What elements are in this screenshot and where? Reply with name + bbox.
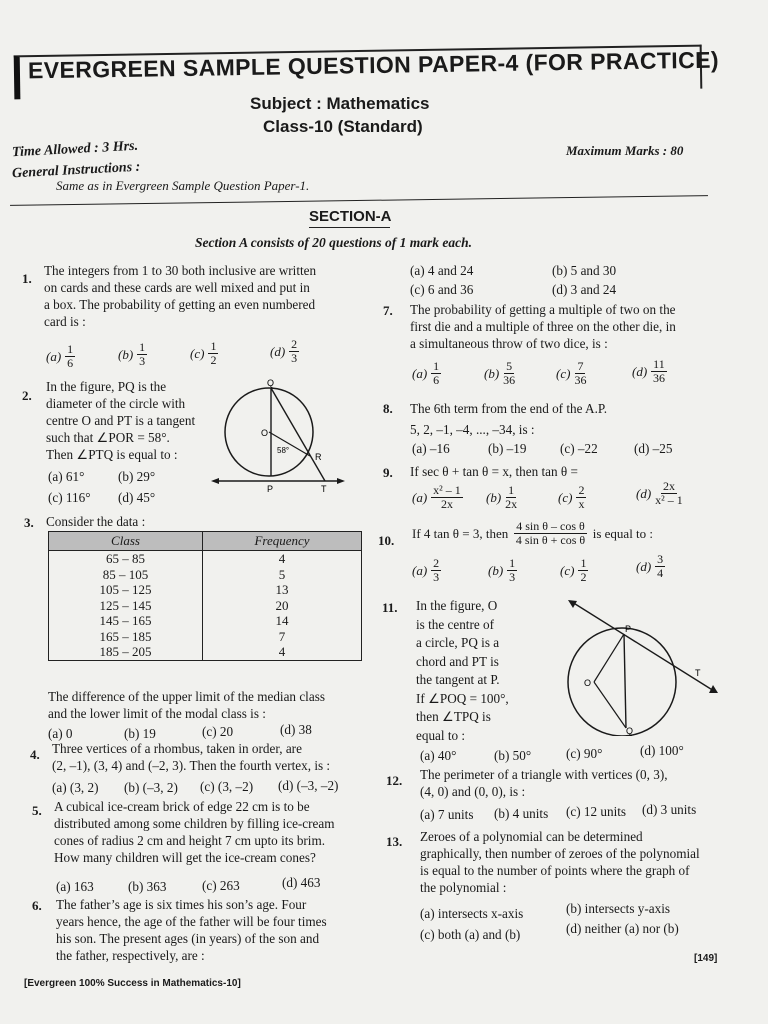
label-p: P bbox=[267, 484, 274, 494]
text-line: is the centre of bbox=[416, 616, 494, 632]
question-9-text: If sec θ + tan θ = x, then tan θ = bbox=[410, 464, 578, 479]
option-a: (a) –16 bbox=[412, 441, 450, 456]
class-heading: Class-10 (Standard) bbox=[263, 117, 423, 136]
option-d: (d) 100° bbox=[640, 743, 684, 758]
text-line: chord and PT is bbox=[416, 653, 499, 669]
question-8-line-1: The 6th term from the end of the A.P. bbox=[410, 401, 608, 416]
option-a: (a) 7 units bbox=[420, 807, 474, 822]
class-cell: 125 – 145 bbox=[49, 598, 203, 614]
frequency-table-wrap bbox=[48, 531, 362, 661]
arrow-left bbox=[211, 478, 219, 484]
question-number: 2. bbox=[22, 388, 32, 403]
text-line: The integers from 1 to 30 both inclusive are written bbox=[44, 263, 317, 278]
option-c: (c) $\frac{1}{2}$ bbox=[560, 556, 587, 584]
frequency-cell: 4 bbox=[203, 551, 362, 567]
option-a: (a) $\frac{1}{6}$ bbox=[412, 359, 440, 387]
general-instructions-text: Same as in Evergreen Sample Question Paper-1. bbox=[56, 178, 310, 193]
question-2-text bbox=[46, 378, 195, 463]
text-line: and the lower limit of the modal class is : bbox=[48, 706, 266, 721]
option-c: (c) 20 bbox=[202, 724, 234, 739]
text-line: a box. The probability of getting an even numbered bbox=[44, 297, 316, 312]
question-12-text bbox=[420, 766, 668, 800]
table-row bbox=[49, 629, 362, 645]
option-c: (c) 90° bbox=[566, 746, 603, 761]
option-d: (d) 38 bbox=[280, 722, 312, 737]
label-t: T bbox=[321, 484, 327, 494]
question-11-text bbox=[416, 597, 509, 745]
table-row bbox=[49, 613, 362, 629]
option-d: (d) (–3, –2) bbox=[278, 778, 339, 793]
option-c: (c) 263 bbox=[202, 878, 240, 893]
header-divider bbox=[10, 195, 708, 206]
option-a: (a) intersects x-axis bbox=[420, 906, 524, 921]
option-b: (b) 50° bbox=[494, 748, 532, 763]
option-a: (a) 0 bbox=[48, 726, 73, 741]
label-r: R bbox=[315, 452, 322, 462]
question-number: 9. bbox=[383, 465, 393, 480]
text-line: (4, 0) and (0, 0), is : bbox=[420, 784, 526, 799]
time-allowed: Time Allowed : 3 Hrs. bbox=[11, 138, 139, 161]
text-line: The difference of the upper limit of the median class bbox=[48, 689, 325, 704]
label-angle: 58° bbox=[277, 446, 290, 455]
table-row bbox=[49, 644, 362, 660]
chord-pq bbox=[624, 634, 626, 728]
question-4-text bbox=[52, 740, 330, 774]
option-b: (b) –19 bbox=[488, 441, 527, 456]
text-line: a simultaneous throw of two dice, is : bbox=[410, 336, 608, 351]
option-a: (a) $\frac{2}{3}$ bbox=[412, 556, 440, 584]
question-number: 6. bbox=[32, 898, 42, 913]
text-line: The father’s age is six times his son’s age. Four bbox=[56, 897, 307, 912]
option-d: (d) 463 bbox=[282, 875, 321, 890]
option-d: (d) 45° bbox=[118, 490, 156, 505]
option-d: (d) $\frac{3}{4}$ bbox=[636, 552, 664, 580]
option-b: (b) 19 bbox=[124, 726, 156, 741]
text-line: equal to : bbox=[416, 727, 466, 743]
text-line: first die and a multiple of three on the other die, in bbox=[410, 319, 676, 334]
option-d: (d) 3 units bbox=[642, 802, 697, 817]
option-b: (b) 29° bbox=[118, 469, 156, 484]
text-line: the polynomial : bbox=[420, 880, 507, 895]
frequency-table bbox=[48, 531, 362, 661]
text-line: a circle, PQ is a bbox=[416, 635, 500, 650]
text-part: is equal to : bbox=[592, 525, 654, 541]
table-row bbox=[49, 582, 362, 598]
question-10-text bbox=[412, 520, 653, 547]
table-header-frequency: Frequency bbox=[203, 532, 362, 551]
question-3-after bbox=[48, 688, 325, 722]
text-line: Three vertices of a rhombus, taken in order, are bbox=[52, 741, 302, 756]
page-number: [149] bbox=[694, 953, 718, 964]
option-b: (b) intersects y-axis bbox=[566, 901, 670, 916]
text-line: his son. The present ages (in years) of the son and bbox=[56, 931, 320, 946]
table-row bbox=[49, 551, 362, 567]
question-number: 1. bbox=[22, 271, 32, 286]
text-line: such that ∠POR = 58°. bbox=[46, 430, 170, 445]
text-line: then ∠TPQ is bbox=[416, 709, 491, 724]
class-cell: 165 – 185 bbox=[49, 629, 203, 645]
class-cell: 105 – 125 bbox=[49, 582, 203, 598]
option-a: (a) 40° bbox=[420, 748, 457, 763]
question-5-text bbox=[54, 798, 335, 866]
radius-oq bbox=[594, 682, 626, 728]
text-line: years hence, the age of the father will be four times bbox=[56, 914, 327, 929]
question-6-text bbox=[56, 896, 327, 964]
class-cell: 65 – 85 bbox=[49, 551, 203, 567]
fraction: $\frac{\text{4 sin θ – cos θ}}{\text{4 sin θ + cos θ}}$ bbox=[515, 519, 586, 547]
frequency-cell: 7 bbox=[203, 629, 362, 645]
text-line: the father, respectively, are : bbox=[56, 948, 205, 963]
question-number: 3. bbox=[24, 515, 34, 530]
option-c: (c) both (a) and (b) bbox=[420, 927, 521, 942]
option-b: (b) $\frac{1}{2x}$ bbox=[486, 483, 518, 511]
subject-heading: Subject : Mathematics bbox=[250, 94, 430, 113]
question-8-line-2: 5, 2, –1, –4, ..., –34, is : bbox=[410, 422, 535, 437]
text-line: A cubical ice-cream brick of edge 22 cm is to be bbox=[54, 799, 310, 814]
label-t: T bbox=[695, 668, 701, 678]
section-title-underline bbox=[309, 227, 390, 228]
text-line: the tangent at P. bbox=[416, 672, 500, 687]
label-q: Q bbox=[626, 726, 634, 736]
option-d: (d) $\frac{2x}{\text{x² – 1}}$ bbox=[636, 479, 683, 507]
text-line: (2, –1), (3, 4) and (–2, 3). Then the fourth vertex, is : bbox=[52, 758, 331, 773]
label-q: Q bbox=[267, 378, 275, 388]
text-line: graphically, then number of zeroes of the polynomial bbox=[420, 846, 700, 861]
radius-op bbox=[594, 634, 624, 682]
option-c: (c) –22 bbox=[560, 441, 598, 456]
question-3-intro: Consider the data : bbox=[46, 514, 146, 529]
text-line: Then ∠PTQ is equal to : bbox=[46, 447, 178, 462]
text-line: centre O and PT is a tangent bbox=[46, 413, 196, 428]
question-number: 10. bbox=[378, 533, 395, 548]
section-subtitle: Section A consists of 20 questions of 1 mark each. bbox=[195, 235, 473, 250]
option-a: (a) 4 and 24 bbox=[410, 263, 474, 278]
text-line: The perimeter of a triangle with vertices (0, 3), bbox=[420, 767, 668, 782]
class-cell: 85 – 105 bbox=[49, 567, 203, 583]
option-c: (c) $\frac{2}{x}$ bbox=[558, 483, 585, 511]
question-number: 5. bbox=[32, 803, 42, 818]
option-d: (d) $\frac{2}{3}$ bbox=[270, 337, 298, 365]
option-b: (b) 363 bbox=[128, 879, 167, 894]
option-c: (c) 6 and 36 bbox=[410, 282, 474, 297]
text-line: card is : bbox=[44, 314, 86, 329]
option-d: (d) neither (a) nor (b) bbox=[566, 921, 679, 936]
option-b: (b) $\frac{5}{36}$ bbox=[484, 359, 516, 387]
maximum-marks: Maximum Marks : 80 bbox=[566, 143, 684, 158]
option-a: (a) 163 bbox=[56, 879, 94, 894]
paper-title: EVERGREEN SAMPLE QUESTION PAPER-4 (FOR PRACTICE) bbox=[27, 46, 720, 84]
option-c: (c) 116° bbox=[48, 490, 91, 505]
question-13-text bbox=[420, 828, 700, 896]
text-line: In the figure, O bbox=[416, 598, 498, 613]
option-c: (c) (3, –2) bbox=[200, 779, 254, 794]
line-qt bbox=[271, 388, 325, 481]
option-c: (c) 12 units bbox=[566, 804, 627, 819]
text-line: In the figure, PQ is the bbox=[46, 379, 167, 394]
section-title: SECTION-A bbox=[309, 208, 392, 225]
arrow-right bbox=[337, 478, 345, 484]
frequency-cell: 20 bbox=[203, 598, 362, 614]
option-c: (c) $\frac{7}{36}$ bbox=[556, 359, 587, 387]
text-line: cones of radius 2 cm and height 7 cm upto its brim. bbox=[54, 833, 326, 848]
option-d: (d) $\frac{11}{36}$ bbox=[632, 357, 665, 385]
label-o: O bbox=[261, 428, 269, 438]
question-number: 13. bbox=[386, 834, 403, 849]
option-c: (c) $\frac{1}{2}$ bbox=[190, 339, 217, 367]
option-a: (a) $\frac{\text{x² – 1}}{2x}$ bbox=[412, 483, 461, 511]
table-header-class: Class bbox=[49, 532, 203, 551]
question-number: 4. bbox=[30, 747, 40, 762]
question-number: 7. bbox=[383, 303, 393, 318]
frequency-cell: 5 bbox=[203, 567, 362, 583]
text-line: The probability of getting a multiple of two on the bbox=[410, 302, 676, 317]
text-line: on cards and these cards are well mixed and put in bbox=[44, 280, 310, 295]
text-line: distributed among some children by filling ice-cream bbox=[54, 816, 335, 831]
option-b: (b) 5 and 30 bbox=[552, 263, 617, 278]
question-7-text bbox=[410, 301, 676, 352]
option-b: (b) $\frac{1}{3}$ bbox=[118, 340, 146, 368]
option-a: (a) 61° bbox=[48, 469, 85, 484]
label-p: P bbox=[625, 624, 632, 634]
class-cell: 145 – 165 bbox=[49, 613, 203, 629]
option-a: (a) (3, 2) bbox=[52, 780, 99, 795]
text-line: How many children will get the ice-cream cones? bbox=[54, 850, 316, 865]
frequency-cell: 13 bbox=[203, 582, 362, 598]
option-d: (d) –25 bbox=[634, 441, 673, 456]
class-cell: 185 – 205 bbox=[49, 644, 203, 660]
question-number: 8. bbox=[383, 401, 393, 416]
table-row bbox=[49, 598, 362, 614]
text-line: is equal to the number of points where the graph of bbox=[420, 863, 690, 878]
frequency-cell: 14 bbox=[203, 613, 362, 629]
text-part: If 4 tan θ = 3, then bbox=[412, 525, 509, 541]
general-instructions-label: General Instructions : bbox=[11, 159, 141, 182]
option-a: (a) $\frac{1}{6}$ bbox=[46, 342, 74, 370]
option-d: (d) 3 and 24 bbox=[552, 282, 617, 297]
frequency-cell: 4 bbox=[203, 644, 362, 660]
tangent-line bbox=[572, 602, 714, 691]
table-row bbox=[49, 567, 362, 583]
option-b: (b) 4 units bbox=[494, 806, 549, 821]
text-line: Zeroes of a polynomial can be determined bbox=[420, 829, 643, 844]
chord-tangent-figure bbox=[514, 596, 724, 736]
question-1-text bbox=[44, 262, 316, 330]
option-b: (b) (–3, 2) bbox=[124, 780, 178, 795]
footer-book-title: [Evergreen 100% Success in Mathematics-10] bbox=[24, 978, 241, 989]
option-b: (b) $\frac{1}{3}$ bbox=[488, 556, 516, 584]
question-number: 12. bbox=[386, 773, 403, 788]
circle-tangent-figure bbox=[205, 378, 355, 498]
label-o: O bbox=[584, 678, 592, 688]
question-number: 11. bbox=[382, 600, 398, 615]
text-line: If ∠POQ = 100°, bbox=[416, 690, 509, 706]
text-line: diameter of the circle with bbox=[46, 396, 186, 411]
